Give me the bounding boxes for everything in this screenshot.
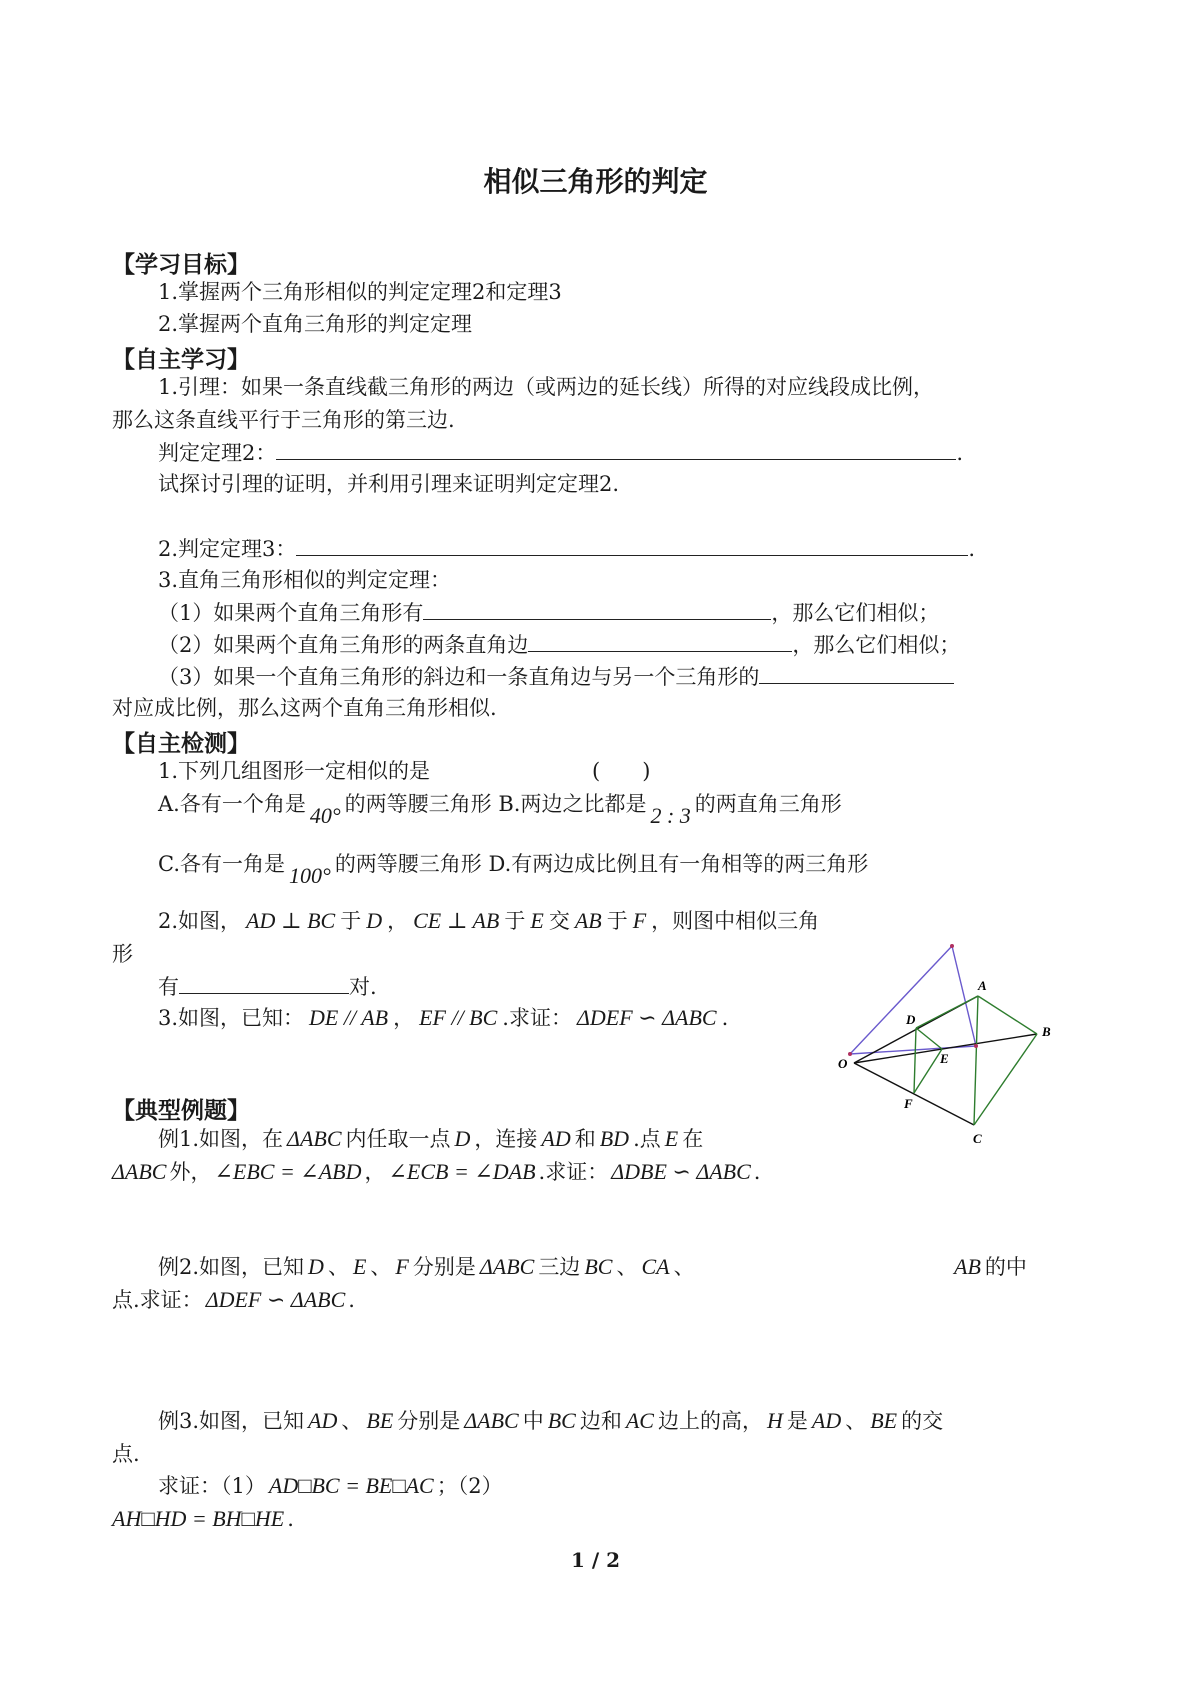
theorem-2-row [158,437,963,468]
label-b: B [1042,1024,1051,1039]
section-examples: 【典型例题】 [112,1098,250,1124]
question-2-blank[interactable] [179,971,349,994]
triangle-def-side [914,1049,942,1093]
question-1-answer-paren[interactable]: ( ) [592,759,651,783]
example-3-cont: 点. [112,1442,140,1466]
label-e: E [940,1051,949,1066]
example-2: 例2.如图，已知 D 、 E 、 F 分别是 ΔABC 三边 BC 、 CA 、 [158,1254,695,1279]
figure-point [974,1044,978,1048]
question-2: 2.如图， AD ⊥ BC 于 D ， CE ⊥ AB 于 E 交 AB 于 F ，则图中相似三角 [158,908,820,933]
label-a: A [978,978,987,993]
label-f: F [904,1096,913,1111]
question-3: 3.如图，已知： DE // AB ， EF // BC .求证： ΔDEF ∽ ΔABC . [158,1005,729,1030]
triangle-def-side [916,1028,942,1049]
triangle-def-side [914,1028,916,1093]
example-2-tail: AB 的中 [954,1254,1027,1279]
label-d: D [906,1012,916,1027]
geometry-figure [830,930,1120,1155]
label-c: C [973,1131,982,1146]
question-2-cont: 形 [112,942,133,966]
figure-point [848,1052,852,1056]
question-2-answer-row: 有 对. [158,971,377,1002]
rt-criterion-3-cont: 对应成比例，那么这两个直角三角形相似. [112,696,497,720]
example-3-prove: 求证：（1） AD□BC = BE□AC ；（2） [158,1473,503,1498]
theorem-2-label: 判定定理2： [158,441,277,465]
triangle-abc-side [978,996,1037,1034]
option-c-d: C.各有一角是 100° 的两等腰三角形 D.有两边成比例且有一角相等的两三角形 [158,852,869,888]
figure-line [916,996,978,1028]
page-number: 1 / 2 [570,1548,621,1572]
rt-criterion-3-blank[interactable] [759,661,954,684]
page-title: 相似三角形的判定 [483,165,708,198]
option-a-b: A.各有一个角是 40° 的两等腰三角形 B.两边之比都是 2 : 3 的两直角三角形 [158,792,842,828]
goal-1: 1.掌握两个三角形相似的判定定理2和定理3 [158,280,562,304]
section-self-check: 【自主检测】 [112,731,250,757]
rt-criterion-2: （2）如果两个直角三角形的两条直角边 ，那么它们相似； [158,629,960,660]
theorem-3-label: 2.判定定理3： [158,537,297,561]
question-1: 1.下列几组图形一定相似的是 [158,759,431,783]
example-2-cont: 点.求证： ΔDEF ∽ ΔABC . [112,1287,355,1312]
theorem-3-blank[interactable] [296,533,968,556]
example-1-cont: ΔABC 外， ∠EBC = ∠ABD ， ∠ECB = ∠DAB .求证： ΔDBE ∽ ΔABC . [112,1159,761,1184]
right-triangle-title: 3.直角三角形相似的判定定理： [158,568,452,592]
theorem-2-blank[interactable] [276,437,956,460]
rt-criterion-3: （3）如果一个直角三角形的斜边和一条直角边与另一个三角形的 [158,661,954,692]
lemma-line-2: 那么这条直线平行于三角形的第三边. [112,408,455,432]
theorem-3-row [158,533,975,564]
period: . [956,441,964,465]
figure-point [950,944,954,948]
rt-criterion-2-blank[interactable] [528,629,792,652]
ratio-2-3: 2 : 3 [650,803,691,828]
angle-40: 40° [309,803,341,828]
example-3: 例3.如图，已知 AD 、 BE 分别是 ΔABC 中 BC 边和 AC 边上的高， H 是 AD 、 BE 的交 [158,1408,944,1433]
period: . [968,537,976,561]
example-1: 例1.如图，在 ΔABC 内任取一点 D ，连接 AD 和 BD .点 E 在 [158,1126,704,1151]
rt-criterion-1-blank[interactable] [423,597,771,620]
explore-text: 试探讨引理的证明，并利用引理来证明判定定理2. [158,472,620,496]
goal-2: 2.掌握两个直角三角形的判定定理 [158,312,473,336]
section-self-study: 【自主学习】 [112,347,250,373]
example-3-prove-2: AH□HD = BH□HE . [112,1506,294,1531]
figure-line [952,946,976,1046]
lemma-line-1: 1.引理：如果一条直线截三角形的两边（或两边的延长线）所得的对应线段成比例， [158,375,935,399]
angle-100: 100° [289,863,331,888]
rt-criterion-1: （1）如果两个直角三角形有 ，那么它们相似； [158,597,939,628]
triangle-abc-side [974,996,978,1125]
label-o: O [838,1056,848,1071]
triangle-abc-side [974,1034,1037,1125]
section-goals: 【学习目标】 [112,252,250,278]
